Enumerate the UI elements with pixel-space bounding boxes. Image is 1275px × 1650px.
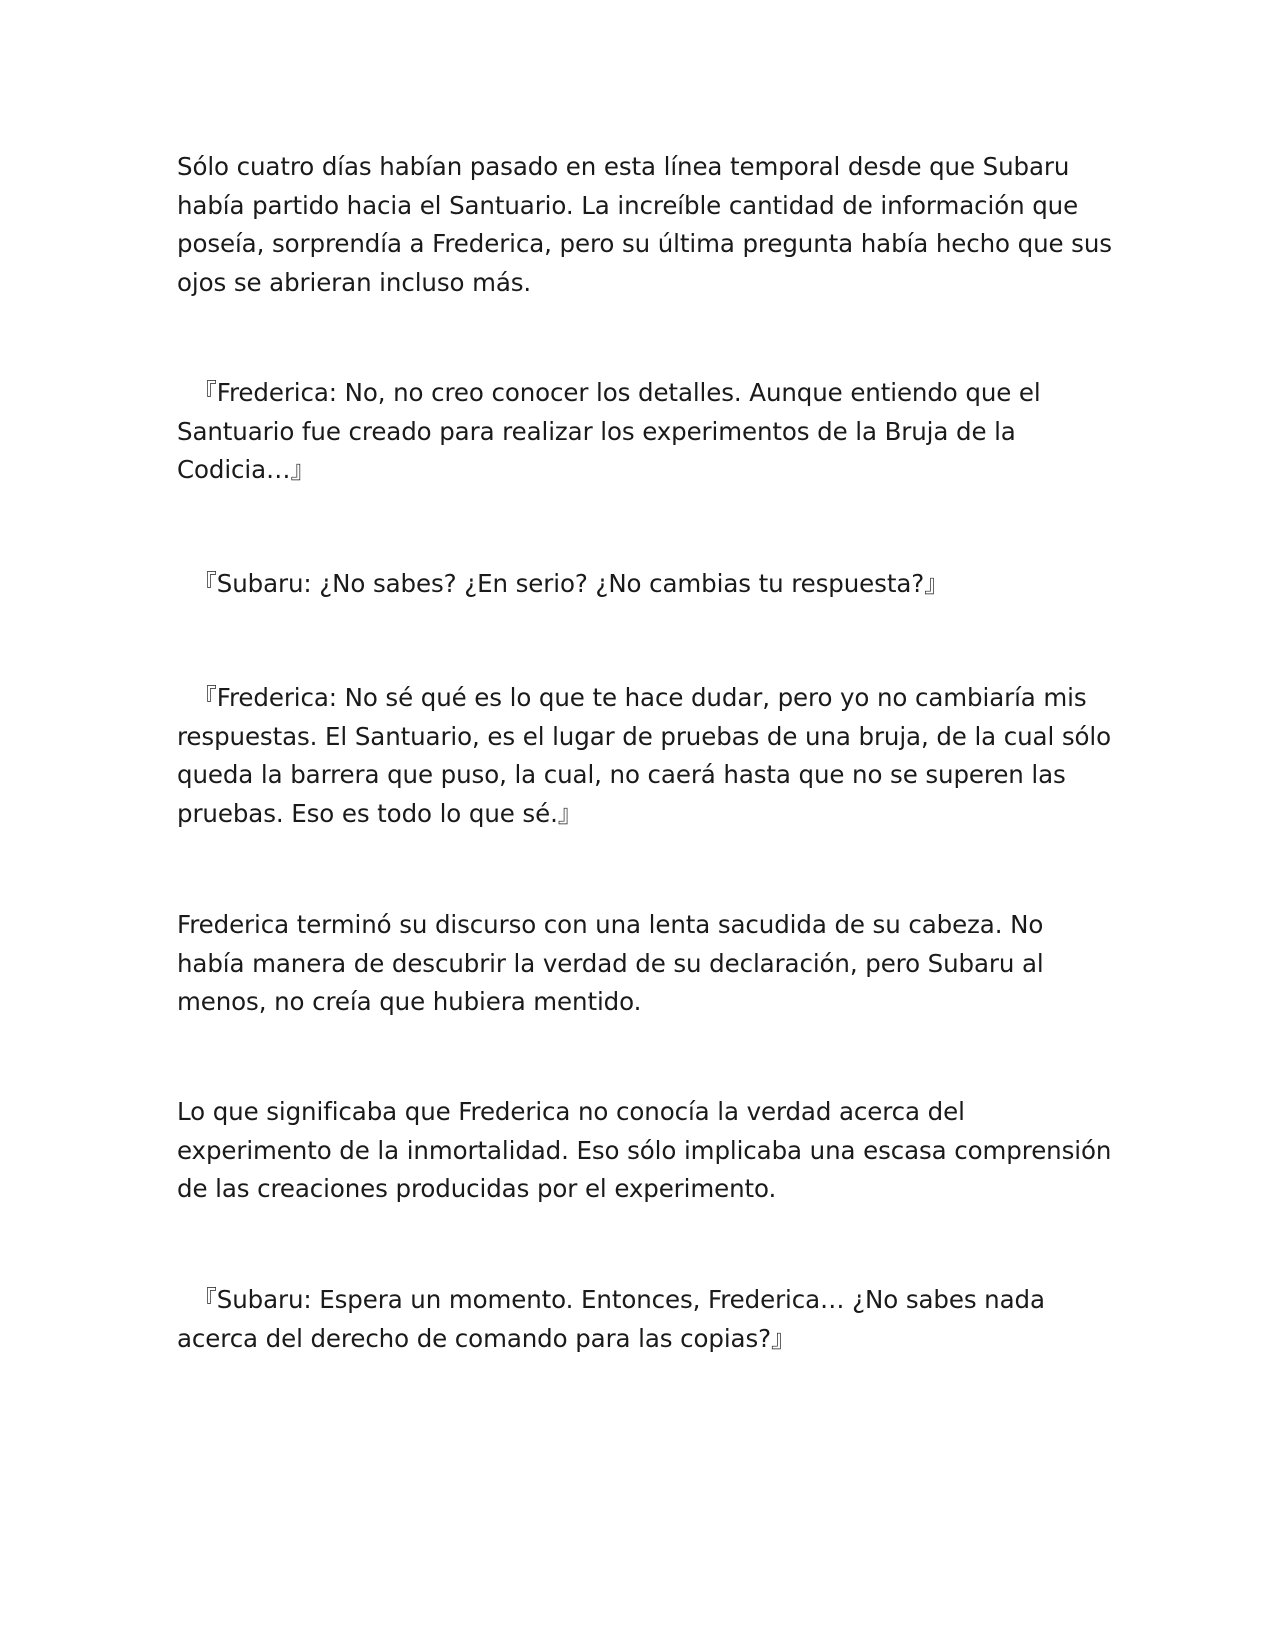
dialogue-subaru: 『Subaru: ¿No sabes? ¿En serio? ¿No cambias tu respuesta?』 — [177, 569, 949, 598]
narration-paragraph: Frederica terminó su discurso con una lenta sacudida de su cabeza. No había manera de descubrir la verdad de su declaración, pero Subaru al menos, no creía que hubiera mentido. — [177, 910, 1052, 1016]
dialogue-frederica: 『Frederica: No, no creo conocer los detalles. Aunque entiendo que el Santuario fue creado para realizar los experimentos de la Bruja de la Codicia…』 — [177, 378, 1049, 484]
narration-paragraph: Sólo cuatro días habían pasado en esta línea temporal desde que Subaru había partido hacia el Santuario. La increíble cantidad de información que poseía, sorprendía a Frederica, pero su última pregunta había hecho que sus ojos se abrieran incluso más. — [177, 152, 1120, 297]
narration-paragraph: Lo que significaba que Frederica no conocía la verdad acerca del experimento de la inmortalidad. Eso sólo implicaba una escasa comprensión de las creaciones producidas por el experimento. — [177, 1097, 1119, 1203]
dialogue-frederica: 『Frederica: No sé qué es lo que te hace dudar, pero yo no cambiaría mis respuestas. El Santuario, es el lugar de pruebas de una bruja, de la cual sólo queda la barrera que puso, la cual, no caerá hasta que no se superen las pruebas. Eso es todo lo que sé.』 — [177, 683, 1119, 828]
dialogue-subaru: 『Subaru: Espera un momento. Entonces, Frederica… ¿No sabes nada acerca del derecho de comando para las copias?』 — [177, 1285, 1053, 1353]
